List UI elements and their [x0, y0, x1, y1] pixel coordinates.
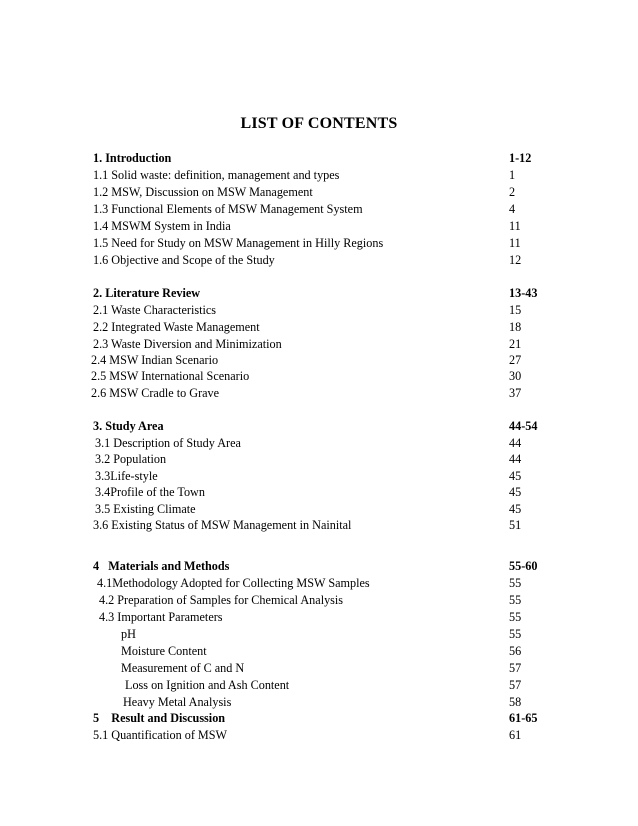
toc-entry-pages: 55 — [509, 610, 522, 624]
toc-entry-pages: 55-60 — [509, 559, 538, 573]
toc-entry — [0, 694, 638, 711]
toc-entry-title: pH — [121, 627, 136, 641]
toc-entry — [0, 727, 638, 744]
toc-entry-title: 4.2 Preparation of Samples for Chemical Analysis — [99, 593, 344, 607]
page-title: LIST OF CONTENTS — [240, 115, 398, 132]
toc-entry-title: 5 Result and Discussion — [93, 711, 226, 725]
toc-entry-title: Loss on Ignition and Ash Content — [125, 678, 290, 692]
toc-entry-title: 2.1 Waste Characteristics — [93, 303, 216, 317]
toc-entry-title: 4.3 Important Parameters — [99, 610, 223, 624]
toc-entry-title: 1.3 Functional Elements of MSW Management System — [93, 202, 363, 216]
toc-entry-pages: 11 — [509, 219, 521, 233]
toc-entry — [0, 252, 638, 269]
toc-entry-pages: 1 — [509, 168, 516, 182]
toc-entry — [0, 435, 638, 452]
toc-entry-pages: 12 — [509, 253, 522, 267]
toc-entry — [0, 609, 638, 626]
toc-entry-pages: 61 — [509, 728, 522, 742]
toc-entry-pages: 55 — [509, 627, 522, 641]
toc-entry-pages: 57 — [509, 678, 522, 692]
toc-entry-title: 1.6 Objective and Scope of the Study — [93, 253, 275, 267]
toc-entry-pages: 11 — [509, 236, 521, 250]
toc-entry-title: 3.6 Existing Status of MSW Management in Nainital — [93, 518, 352, 532]
toc-entry — [0, 184, 638, 201]
toc-entry-pages: 44 — [509, 436, 522, 450]
toc-entry-pages: 30 — [509, 369, 522, 383]
toc-entry-pages: 2 — [509, 185, 516, 199]
toc-entry-pages: 37 — [509, 386, 522, 400]
toc-entry-title: 2.4 MSW Indian Scenario — [91, 353, 219, 367]
toc-entry-title: 5.1 Quantification of MSW — [93, 728, 228, 742]
toc-entry-title: 1.4 MSWM System in India — [93, 219, 231, 233]
toc-entry — [0, 660, 638, 677]
toc-entry-pages: 15 — [509, 303, 522, 317]
toc-entry — [0, 218, 638, 235]
toc-entry-pages: 55 — [509, 576, 522, 590]
toc-entry-title: 1.5 Need for Study on MSW Management in Hilly Regions — [93, 236, 384, 250]
toc-entry-title: 3.4Profile of the Town — [95, 485, 205, 499]
toc-entry-pages: 21 — [509, 337, 522, 351]
toc-entry-title: Moisture Content — [121, 644, 207, 658]
toc-entry-title: 3.5 Existing Climate — [95, 502, 196, 516]
toc-entry — [0, 468, 638, 485]
toc-entry — [0, 517, 638, 534]
toc-section-heading — [0, 558, 638, 575]
toc-entry-title: 2.5 MSW International Scenario — [91, 369, 250, 383]
toc-section-heading — [0, 710, 638, 727]
toc-entry-pages: 13-43 — [509, 286, 538, 300]
toc-entry-title: 1. Introduction — [93, 151, 172, 165]
toc-entry-title: 2.6 MSW Cradle to Grave — [91, 386, 220, 400]
toc-entry — [0, 319, 638, 336]
toc-section-heading — [0, 150, 638, 167]
toc-entry-pages: 57 — [509, 661, 522, 675]
toc-entry-pages: 27 — [509, 353, 522, 367]
toc-entry-pages: 56 — [509, 644, 522, 658]
toc-entry-title: 1.2 MSW, Discussion on MSW Management — [93, 185, 313, 199]
toc-entry-pages: 58 — [509, 695, 522, 709]
toc-entry — [0, 167, 638, 184]
toc-entry-title: Measurement of C and N — [121, 661, 245, 675]
toc-entry-title: 4 Materials and Methods — [93, 559, 230, 573]
toc-section-heading — [0, 418, 638, 435]
toc-entry-title: 3.2 Population — [95, 452, 167, 466]
toc-entry-title: Heavy Metal Analysis — [123, 695, 232, 709]
toc-entry — [0, 201, 638, 218]
toc-entry-title: 2.2 Integrated Waste Management — [93, 320, 260, 334]
toc-entry — [0, 368, 638, 385]
toc-entry-title: 3. Study Area — [93, 419, 164, 433]
toc-entry-pages: 44 — [509, 452, 522, 466]
toc-entry — [0, 575, 638, 592]
toc-entry-pages: 51 — [509, 518, 522, 532]
toc-entry — [0, 235, 638, 252]
toc-entry — [0, 677, 638, 694]
toc-entry — [0, 336, 638, 353]
toc-entry-pages: 1-12 — [509, 151, 532, 165]
toc-entry-pages: 61-65 — [509, 711, 538, 725]
toc-entry-title: 2.3 Waste Diversion and Minimization — [93, 337, 282, 351]
toc-entry-pages: 18 — [509, 320, 522, 334]
toc-entry-title: 4.1Methodology Adopted for Collecting MSW Samples — [97, 576, 370, 590]
toc-entry-title: 1.1 Solid waste: definition, management and types — [93, 168, 340, 182]
toc-entry — [0, 501, 638, 518]
toc-entry-title: 2. Literature Review — [93, 286, 201, 300]
toc-entry-pages: 45 — [509, 485, 522, 499]
toc-entry — [0, 352, 638, 369]
toc-entry-pages: 44-54 — [509, 419, 538, 433]
toc-entry-title: 3.3Life-style — [95, 469, 158, 483]
toc-entry — [0, 643, 638, 660]
toc-entry — [0, 451, 638, 468]
toc-entry-pages: 4 — [509, 202, 516, 216]
toc-section-heading — [0, 285, 638, 302]
toc-entry — [0, 385, 638, 402]
toc-entry — [0, 592, 638, 609]
toc-entry-pages: 45 — [509, 469, 522, 483]
toc-entry-pages: 45 — [509, 502, 522, 516]
toc-entry-pages: 55 — [509, 593, 522, 607]
toc-entry — [0, 302, 638, 319]
toc-entry-title: 3.1 Description of Study Area — [95, 436, 241, 450]
toc-entry — [0, 626, 638, 643]
toc-entry — [0, 484, 638, 501]
